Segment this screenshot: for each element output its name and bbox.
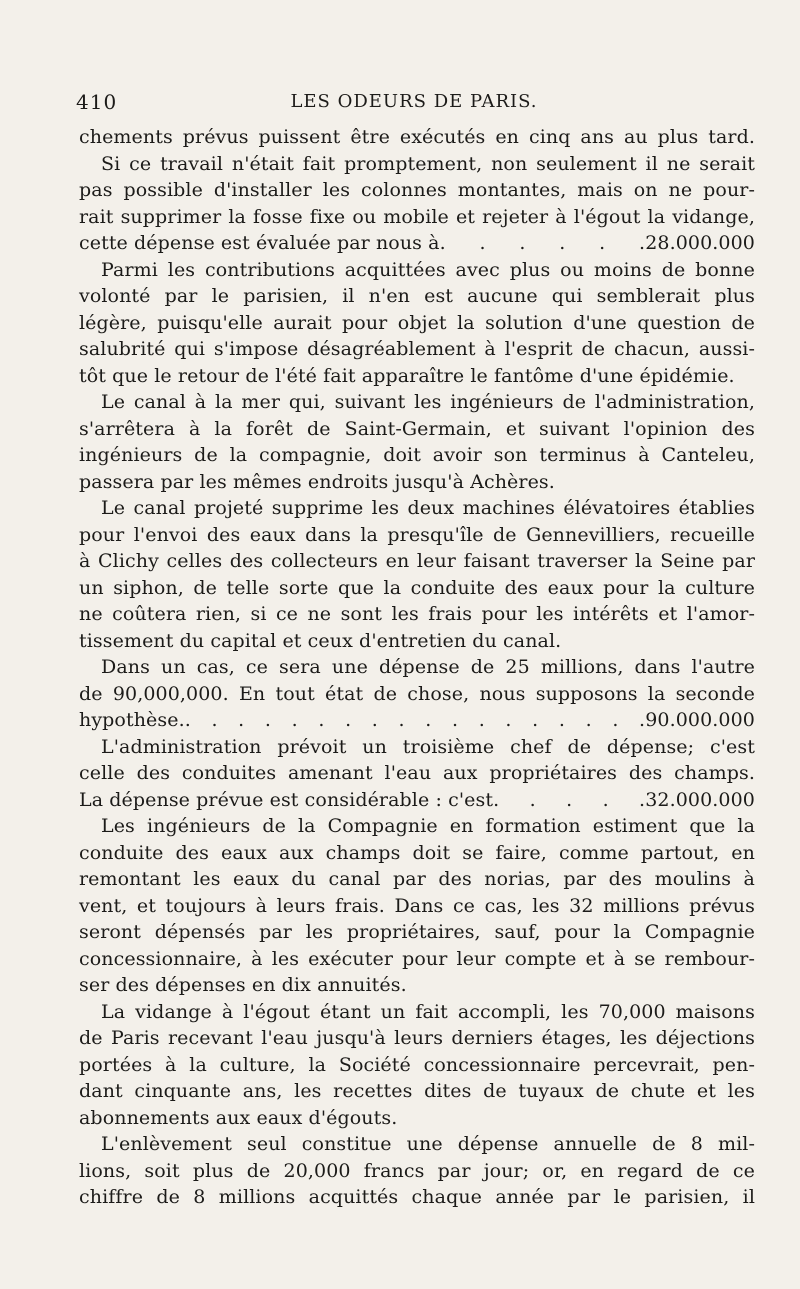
- text-line: dant cinquante ans, les recettes dites de tuyaux de chute et les: [79, 1080, 755, 1102]
- text-line: lions, soit plus de 20,000 francs par jour; or, en regard de ce: [79, 1159, 755, 1182]
- leader-dots: . . . . .: [493, 788, 646, 811]
- text-line: un siphon, de telle sorte que la conduite des eaux pour la culture: [79, 576, 755, 599]
- text-line: Le canal projeté supprime les deux machines élévatoires établies: [101, 497, 755, 519]
- text-line: à Clichy celles des collecteurs en leur faisant traverser la Seine par: [79, 550, 755, 572]
- text-line: chiffre de 8 millions acquittés chaque année par le parisien, il: [79, 1186, 755, 1208]
- text-line: rait supprimer la fosse fixe ou mobile et rejeter à l'égout la vidange,: [79, 205, 755, 228]
- text-line: Parmi les contributions acquittées avec plus ou moins de bonne: [101, 258, 755, 281]
- text-line: légère, puisqu'elle aurait pour objet la solution d'une question de: [79, 311, 755, 334]
- text-line: Les ingénieurs de la Compagnie en formation estiment que la: [101, 815, 755, 837]
- amount-label: cette dépense est évaluée par nous à: [79, 232, 440, 254]
- text-line: concessionnaire, à les exécuter pour leur compte et à se rembour-: [79, 947, 755, 970]
- text-line: passera par les mêmes endroits jusqu'à Achères.: [79, 470, 555, 493]
- leader-dots: . . . . . . . . . . . . . . . . . .: [184, 709, 646, 731]
- text-line: L'enlèvement seul constitue une dépense annuelle de 8 mil-: [101, 1133, 755, 1155]
- text-line: vent, et toujours à leurs frais. Dans ce cas, les 32 millions prévus: [79, 894, 755, 917]
- text-line: La vidange à l'égout étant un fait accompli, les 70,000 maisons: [101, 1000, 755, 1023]
- text-line: remontant les eaux du canal par des norias, par des moulins à: [79, 868, 755, 890]
- amount-line: [79, 787, 755, 814]
- leader-dots: . . . . . .: [439, 232, 646, 254]
- text-line: tissement du capital et ceux d'entretien du canal.: [79, 629, 562, 652]
- running-title: LES ODEURS DE PARIS.: [290, 91, 538, 112]
- text-line: Si ce travail n'était fait promptement, non seulement il ne serait: [101, 152, 755, 175]
- text-line: ser des dépenses en dix annuités.: [79, 974, 407, 996]
- text-line: celle des conduites amenant l'eau aux propriétaires des champs.: [79, 762, 755, 784]
- text-line: portées à la culture, la Société concessionnaire percevrait, pen-: [79, 1053, 755, 1076]
- amount-value: 32.000.000: [645, 788, 755, 811]
- text-line: pas possible d'installer les colonnes montantes, mais on ne pour-: [79, 179, 755, 201]
- text-line: L'administration prévoit un troisième chef de dépense; c'est: [101, 735, 755, 758]
- amount-value: 90.000.000: [645, 709, 755, 731]
- text-line: ne coûtera rien, si ce ne sont les frais pour les intérêts et l'amor-: [79, 603, 755, 625]
- text-line: volonté par le parisien, il n'en est aucune qui semblerait plus: [79, 285, 755, 307]
- text-line: seront dépensés par les propriétaires, sauf, pour la Compagnie: [79, 921, 755, 943]
- text-line: Le canal à la mer qui, suivant les ingénieurs de l'administration,: [101, 391, 755, 413]
- text-line: de 90,000,000. En tout état de chose, nous supposons la seconde: [79, 682, 755, 705]
- text-line: de Paris recevant l'eau jusqu'à leurs derniers étages, les déjections: [79, 1027, 755, 1049]
- text-line: salubrité qui s'impose désagréablement à l'esprit de chacun, aussi-: [79, 338, 755, 360]
- text-line: Dans un cas, ce sera une dépense de 25 millions, dans l'autre: [101, 656, 755, 678]
- page-number: 410: [76, 90, 118, 114]
- text-line: conduite des eaux aux champs doit se faire, comme partout, en: [79, 841, 755, 864]
- text-line: abonnements aux eaux d'égouts.: [79, 1106, 398, 1129]
- running-header: [76, 90, 752, 114]
- amount-line: [79, 230, 755, 257]
- amount-value: 28.000.000: [645, 232, 755, 254]
- text-line: ingénieurs de la compagnie, doit avoir son terminus à Canteleu,: [79, 444, 755, 466]
- text-line: pour l'envoi des eaux dans la presqu'île de Gennevilliers, recueille: [79, 523, 755, 546]
- amount-line: [79, 707, 755, 734]
- text-line: chements prévus puissent être exécutés en cinq ans au plus tard.: [79, 126, 755, 148]
- text-line: tôt que le retour de l'été fait apparaître le fantôme d'une épidémie.: [79, 364, 735, 387]
- body-text: [79, 124, 755, 1211]
- text-line: s'arrêtera à la forêt de Saint-Germain, et suivant l'opinion des: [79, 417, 755, 440]
- amount-label: La dépense prévue est considérable : c'est: [79, 788, 494, 811]
- amount-label: hypothèse.: [79, 709, 185, 731]
